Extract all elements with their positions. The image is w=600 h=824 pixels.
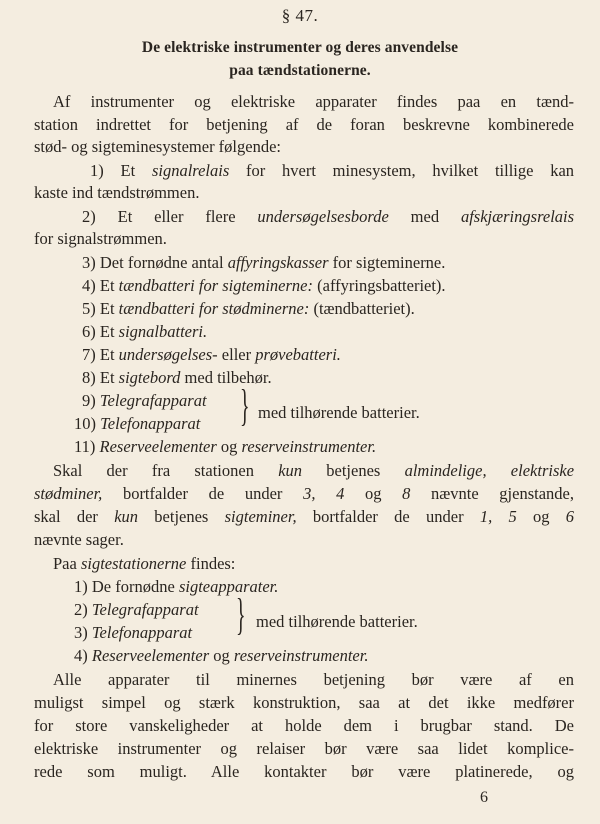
station-item-1: 1) De fornødne sigteapparater. <box>74 577 279 596</box>
para4-line-2: muligst simpel og stærk konstruktion, saa at det ikke medfører <box>34 693 574 712</box>
list-item-8: 8) Et sigtebord med tilbehør. <box>82 368 272 387</box>
station-item-3: 3) Telefonapparat <box>74 623 193 642</box>
title-line-1: De elektriske instrumenter og deres anvendelse <box>141 39 459 56</box>
para4-line-4: elektriske instrumenter og relaiser bør være saa lidet komplice- <box>34 739 574 758</box>
list-item-9: 9) Telegrafapparat <box>82 391 207 410</box>
station-item-4: 4) Reserveelementer og reserveinstrumenter. <box>74 646 369 665</box>
para4-line-1: Alle apparater til minernes betjening bør være af en <box>53 670 574 689</box>
list-item-4: 4) Et tændbatteri for sigteminerne: (affyringsbatteriet). <box>82 276 446 295</box>
para4-line-3: for store vanskeligheder at holde dem i brugbar stand. De <box>34 716 574 735</box>
brace-icon: } <box>240 381 250 430</box>
list-item-10: 10) Telefonapparat <box>74 414 201 433</box>
list-item-6: 6) Et signalbatteri. <box>82 322 208 341</box>
section-number: § 47. <box>281 6 319 25</box>
list-item-1-cont: kaste ind tændstrømmen. <box>34 183 200 202</box>
list-item-2-cont: for signalstrømmen. <box>34 229 167 248</box>
station-item-2: 2) Telegrafapparat <box>74 600 199 619</box>
para2-line-3: skal der kun betjenes sigteminer, bortfalder de under 1, 5 og 6 <box>34 507 575 526</box>
page-number: 6 <box>480 789 488 806</box>
intro-line-3: stød- og sigteminesystemer følgende: <box>34 137 281 156</box>
intro-line-1: Af instrumenter og elektriske apparater findes paa en tænd- <box>53 92 574 111</box>
list-item-11: 11) Reserveelementer og reserveinstrumenter. <box>74 437 377 456</box>
item-number: 1) <box>90 161 104 180</box>
para3-line-1: Paa sigtestationerne findes: <box>53 554 236 573</box>
para2-line-1: Skal der fra stationen kun betjenes almindelige, elektriske <box>53 461 575 480</box>
list-item-3: 3) Det fornødne antal affyringskasser for sigteminerne. <box>82 253 446 272</box>
brace-icon: } <box>236 590 246 639</box>
intro-line-2: station indrettet for betjening af de foran beskrevne kombinerede <box>34 115 574 134</box>
para2-line-4: nævnte sager. <box>34 530 124 549</box>
title-line-2: paa tændstationerne. <box>229 62 371 79</box>
para4-line-5: rede som muligt. Alle kontakter bør være platinerede, og <box>34 762 574 781</box>
list-item-2: 2) Et eller flere undersøgelsesborde med afskjæringsrelais <box>82 207 575 226</box>
list-item-5: 5) Et tændbatteri for stødminerne: (tændbatteriet). <box>82 299 415 318</box>
station-item-2-3-group-label: med tilhørende batterier. <box>256 612 418 631</box>
list-item-7: 7) Et undersøgelses- eller prøvebatteri. <box>82 345 341 364</box>
list-item-9-10-group-label: med tilhørende batterier. <box>258 403 420 422</box>
list-item-1: 1) Et signalrelais for hvert minesystem, hvilket tillige kan <box>90 161 575 180</box>
para2-line-2: stødminer, bortfalder de under 3, 4 og 8 nævnte gjenstande, <box>34 484 574 503</box>
